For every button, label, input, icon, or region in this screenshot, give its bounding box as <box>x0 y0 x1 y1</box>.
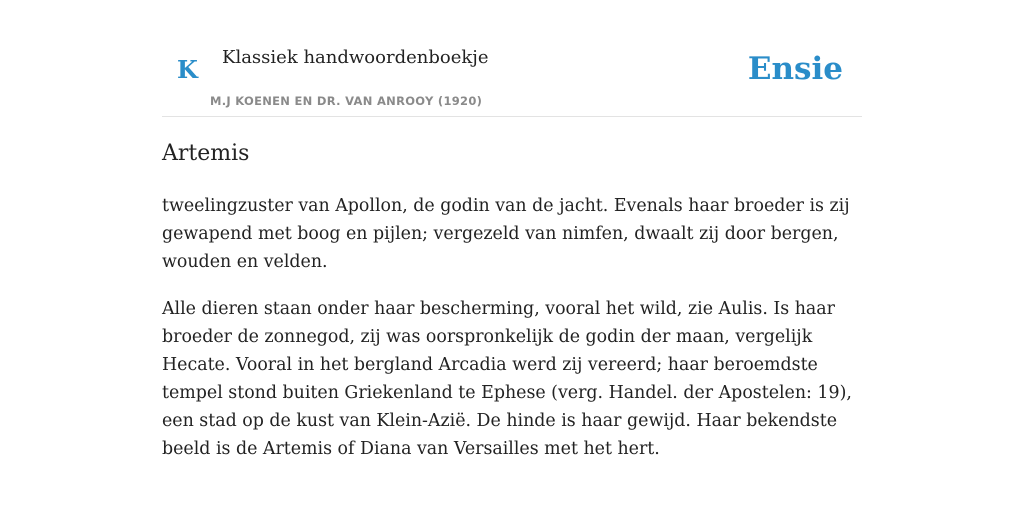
dictionary-title-link[interactable]: Klassiek handwoordenboekje <box>222 47 489 68</box>
dictionary-author: M.J KOENEN EN DR. VAN ANROOY (1920) <box>210 94 483 108</box>
entry-title: Artemis <box>162 141 250 166</box>
entry-paragraph: tweelingzuster van Apollon, de godin van de jacht. Evenals haar broeder is zij gewapend met boog en pijlen; vergezeld van nimfen, dwaalt zij door bergen, wouden en velden. <box>162 196 850 272</box>
ensie-logo[interactable]: Ensie <box>747 51 843 87</box>
dictionary-logo-icon[interactable]: K <box>177 55 198 84</box>
dictionary-header <box>162 0 862 117</box>
entry-paragraph: Alle dieren staan onder haar bescherming, vooral het wild, zie Aulis. Is haar broeder de zonnegod, zij was oorspronkelijk de godin der maan, vergelijk Hecate. Vooral in het bergland Arcadia werd zij vereerd; haar beroemdste tempel stond buiten Griekenland te Ephese (verg. Handel. der Apostelen: 19), een stad op de kust van Klein-Azië. De hinde is haar gewijd. Haar bekendste beeld is de Artemis of Diana van Versailles met het hert. <box>162 299 852 459</box>
entry-body <box>162 192 868 482</box>
